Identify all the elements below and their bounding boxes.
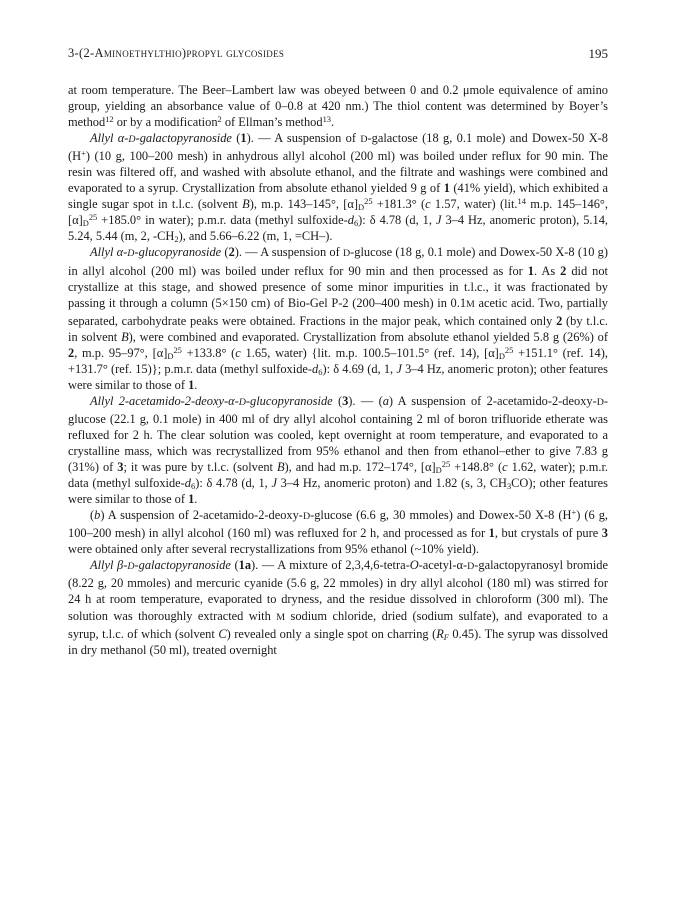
body-text	[68, 82, 608, 658]
text-run: (	[332, 393, 343, 408]
text-run: B	[276, 460, 285, 475]
running-title: 3-(2-Aminoethylthio)propyl glycosides	[68, 46, 285, 60]
text-run: 1.57, water) (lit.	[430, 197, 518, 212]
text-run: R	[436, 626, 444, 641]
text-run: 1	[240, 131, 247, 146]
text-run: ), and 5.66–6.22 (m, 1, =CH–).	[178, 229, 333, 244]
text-run: +181.3° (	[372, 197, 426, 212]
text-run: 3–4 Hz, anomeric proton) and 1.82 (s, 3, CH	[276, 476, 507, 491]
text-run: ): δ 4.78 (d, 1,	[195, 476, 272, 491]
text-run: 6	[191, 481, 196, 492]
text-run: -glucopyranoside	[134, 245, 222, 260]
text-run: 1.65, water) {lit. m.p. 100.5–101.5° (ref. 14), [α]	[240, 345, 499, 360]
text-run: 2	[560, 263, 567, 278]
text-run: (	[230, 558, 239, 573]
text-run: CO); other features were similar to those of	[68, 476, 608, 507]
text-run: D	[435, 465, 442, 476]
text-run: 14	[517, 196, 526, 207]
page-number: 195	[588, 46, 608, 61]
text-run: -galactopyranoside	[134, 558, 231, 573]
text-run: ), m.p. 143–145°, [α]	[249, 197, 359, 212]
text-run: M	[276, 611, 286, 623]
text-run: -galactopyranoside	[135, 131, 232, 146]
text-run: ) (6 g, 100–200 mesh) in allyl alcohol (160 ml) was refluxed for 2 h, and processed as for	[68, 508, 608, 541]
text-run: c	[425, 197, 431, 212]
text-run: . As	[533, 263, 561, 278]
text-run: +151.1° (ref. 14), +131.7° (ref. 15)}; p.m.r. data (methyl sulfoxide-	[68, 345, 608, 376]
text-run: 25	[364, 196, 373, 207]
text-run: 2	[556, 313, 563, 328]
text-run: 1	[188, 492, 195, 507]
text-run: D	[596, 396, 604, 408]
text-run: -galactose (18 g, 0.1 mole) and Dowex-50 X-8 (H	[68, 131, 608, 164]
text-run: at room temperature. The Beer–Lambert law was obeyed between 0 and 0.2 μmole equivalence of amino group, yielding an absorbance value of 0–0.8 at 420 nm.) The thiol content was determined by Boyer’s method	[68, 83, 608, 130]
text-run: 1	[443, 181, 450, 196]
text-run: 6	[353, 218, 359, 229]
text-run: , m.p. 95–97°, [α]	[74, 345, 168, 360]
text-run: ). — A mixture of 2,3,4,6-tetra-	[251, 558, 410, 573]
text-run: were obtained only after several recrystallizations from 95% ethanol (~10% yield).	[68, 542, 479, 557]
text-run: Allyl α-	[90, 131, 129, 146]
text-run: D	[498, 350, 505, 361]
text-run: (by t.l.c. in solvent	[68, 313, 608, 344]
text-run: ) revealed only a single spot on charring (	[226, 626, 437, 641]
text-run: 2	[174, 234, 179, 245]
text-run: (	[231, 131, 241, 146]
text-run: ; it was pure by t.l.c. (solvent	[123, 460, 277, 475]
text-run: ), were combined and evaporated. Crystallization from absolute ethanol yielded 5.8 g (26%) of	[128, 329, 608, 344]
text-run: C	[218, 626, 227, 641]
text-run: 0.45). The syrup was dissolved in dry methanol (50 ml), treated overnight	[68, 626, 608, 657]
text-run: d	[347, 213, 354, 228]
text-run: D	[167, 350, 174, 361]
text-run: J	[271, 476, 277, 491]
text-run: 25	[441, 458, 451, 469]
text-run: -glucose (18 g, 0.1 mole) and Dowex-50 X-8 (10 g) in allyl alcohol (200 ml) was boiled under reflux for 90 min and then processed as for	[68, 245, 608, 278]
text-run: D	[358, 202, 365, 213]
text-run: c	[502, 460, 508, 475]
text-run: 1	[188, 377, 195, 392]
text-run: 2	[217, 113, 222, 124]
text-run: , but crystals of pure	[494, 526, 602, 541]
text-run: of Ellman’s method	[221, 115, 323, 130]
text-run: +	[81, 147, 86, 158]
page-header	[68, 46, 608, 62]
text-run: D	[360, 134, 368, 146]
text-run: 13	[322, 113, 331, 124]
text-run: J	[435, 213, 442, 228]
paragraph-continuation	[68, 82, 608, 130]
text-run: 3	[117, 460, 124, 475]
text-run: .	[194, 492, 198, 507]
text-run: 1a	[238, 558, 252, 573]
text-run: ). — A suspension of	[246, 131, 361, 146]
text-run: 2	[228, 245, 235, 260]
text-run: 6	[318, 366, 323, 377]
text-run: B	[121, 329, 129, 344]
text-run: 3–4 Hz, anomeric proton); other features were similar to those of	[68, 361, 608, 392]
text-run: d	[312, 361, 319, 376]
paragraph-allyl-acetamido-glucopyranoside	[68, 393, 608, 507]
text-run: (41% yield), which exhibited a single sugar spot in t.l.c. (solvent	[68, 181, 608, 212]
text-run: did not crystallize at this stage, and showed presence of some minor impurities in t.l.c., it was fractionated by passing it through a column (5×150 cm) of Bio-Gel P-2 (200–400 mesh) in 0.1	[68, 263, 608, 310]
text-run: D	[127, 248, 135, 260]
text-run: 1.62, water); p.m.r. data (methyl sulfoxide-	[68, 460, 608, 491]
text-run: +	[571, 507, 577, 518]
text-run: ) A suspension of 2-acetamido-2-deoxy-	[388, 393, 597, 408]
text-run: m.p. 145–146°, [α]	[68, 197, 608, 228]
text-run: 12	[105, 113, 114, 124]
text-run: 3	[342, 393, 349, 408]
text-run: (	[221, 245, 229, 260]
text-run: or by a modification	[113, 115, 218, 130]
text-run: b	[94, 508, 101, 523]
paragraph-allyl-alpha-galactopyranoside	[68, 130, 608, 244]
text-run: ) (10 g, 100–200 mesh) in anhydrous allyl alcohol (200 ml) was boiled under reflux for 90 min. The resin was filtered off, and washed with absolute ethanol, and the filtrate and washings were combined and evaporated to a syrup. Crystallization from absolute ethanol yielded 9 g of	[68, 149, 608, 196]
text-run: ): δ 4.69 (d, 1,	[322, 361, 397, 376]
text-run: 1	[527, 263, 534, 278]
text-run: Allyl 2-acetamido-2-deoxy-α-	[90, 393, 239, 408]
text-run: -glucose (6.6 g, 30 mmoles) and Dowex-50 X-8 (H	[310, 508, 572, 523]
text-run: 25	[173, 344, 182, 355]
text-run: B	[242, 197, 250, 212]
text-run: ) A suspension of 2-acetamido-2-deoxy-	[100, 508, 303, 523]
text-run: D	[128, 134, 136, 146]
text-run: ): δ 4.78 (d, 1,	[358, 213, 436, 228]
text-run: Allyl α-	[90, 245, 128, 260]
text-run: 2	[68, 345, 75, 360]
text-run: ), and had m.p. 172–174°, [α]	[284, 460, 436, 475]
text-run: D	[238, 396, 246, 408]
paragraph-method-b	[68, 507, 608, 557]
text-run: 3	[601, 526, 608, 541]
text-run: ). — (	[348, 393, 383, 408]
text-run: -glucopyranoside	[245, 393, 333, 408]
text-run: -galactopyranosyl bromide (8.22 g, 20 mmoles) and mercuric cyanide (5.6 g, 22 mmoles) in dry allyl alcohol (180 ml) was stirred for 24 h at room temperature, evaporated to dryness, and the residue dissolved in chloroform (300 ml). The solution was thoroughly extracted with	[68, 558, 608, 623]
text-run: c	[235, 345, 241, 360]
text-run: D	[342, 248, 351, 260]
text-run: +185.0° in water); p.m.r. data (methyl sulfoxide-	[97, 213, 348, 228]
text-run: sodium chloride, dried (sodium sulfate), and evaporated to a syrup, t.l.c. of which (solvent	[68, 608, 609, 641]
text-run: Allyl β-	[90, 558, 128, 573]
text-run: .	[194, 377, 198, 392]
text-run: D	[127, 561, 135, 573]
text-run: D	[467, 561, 475, 573]
text-run: D	[82, 218, 89, 229]
text-run: 3–4 Hz, anomeric proton), 5.14, 5.24, 5.44 (m, 2, -CH	[68, 213, 608, 244]
paragraph-allyl-beta-galactopyranoside	[68, 557, 608, 657]
text-run: .	[331, 115, 335, 130]
text-run: J	[396, 361, 402, 376]
text-run: 3	[506, 481, 512, 492]
text-run: acetic acid. Two, partially separated, carbohydrate peaks were obtained. Fractions in the major peak, which contained only	[68, 295, 608, 328]
text-run: a	[382, 393, 389, 408]
paragraph-allyl-alpha-glucopyranoside	[68, 244, 608, 392]
text-run: (	[90, 508, 95, 523]
text-run: 1	[488, 526, 495, 541]
text-run: ). — A suspension of	[234, 245, 343, 260]
text-run: +133.8° (	[181, 345, 236, 360]
text-run: -glucose (22.1 g, 0.1 mole) in 400 ml of dry allyl alcohol containing 2 ml of boron trifluoride etherate was refluxed for 2 h. The clear solution was cooled, kept overnight at room temperature, and evaporated to a crystalline mass, which was recrystallized from 95% ethanol and then from ethanol–ether to give 7.83 g (31%) of	[68, 393, 609, 475]
text-run: M	[466, 298, 475, 310]
text-run: D	[302, 511, 311, 523]
text-run: F	[443, 631, 449, 642]
text-run: 25	[504, 344, 514, 355]
text-run: O	[409, 558, 419, 573]
text-run: 25	[88, 212, 98, 223]
text-run: -acetyl-α-	[418, 558, 468, 573]
text-run: d	[184, 476, 191, 491]
text-run: +148.8° (	[450, 460, 503, 475]
